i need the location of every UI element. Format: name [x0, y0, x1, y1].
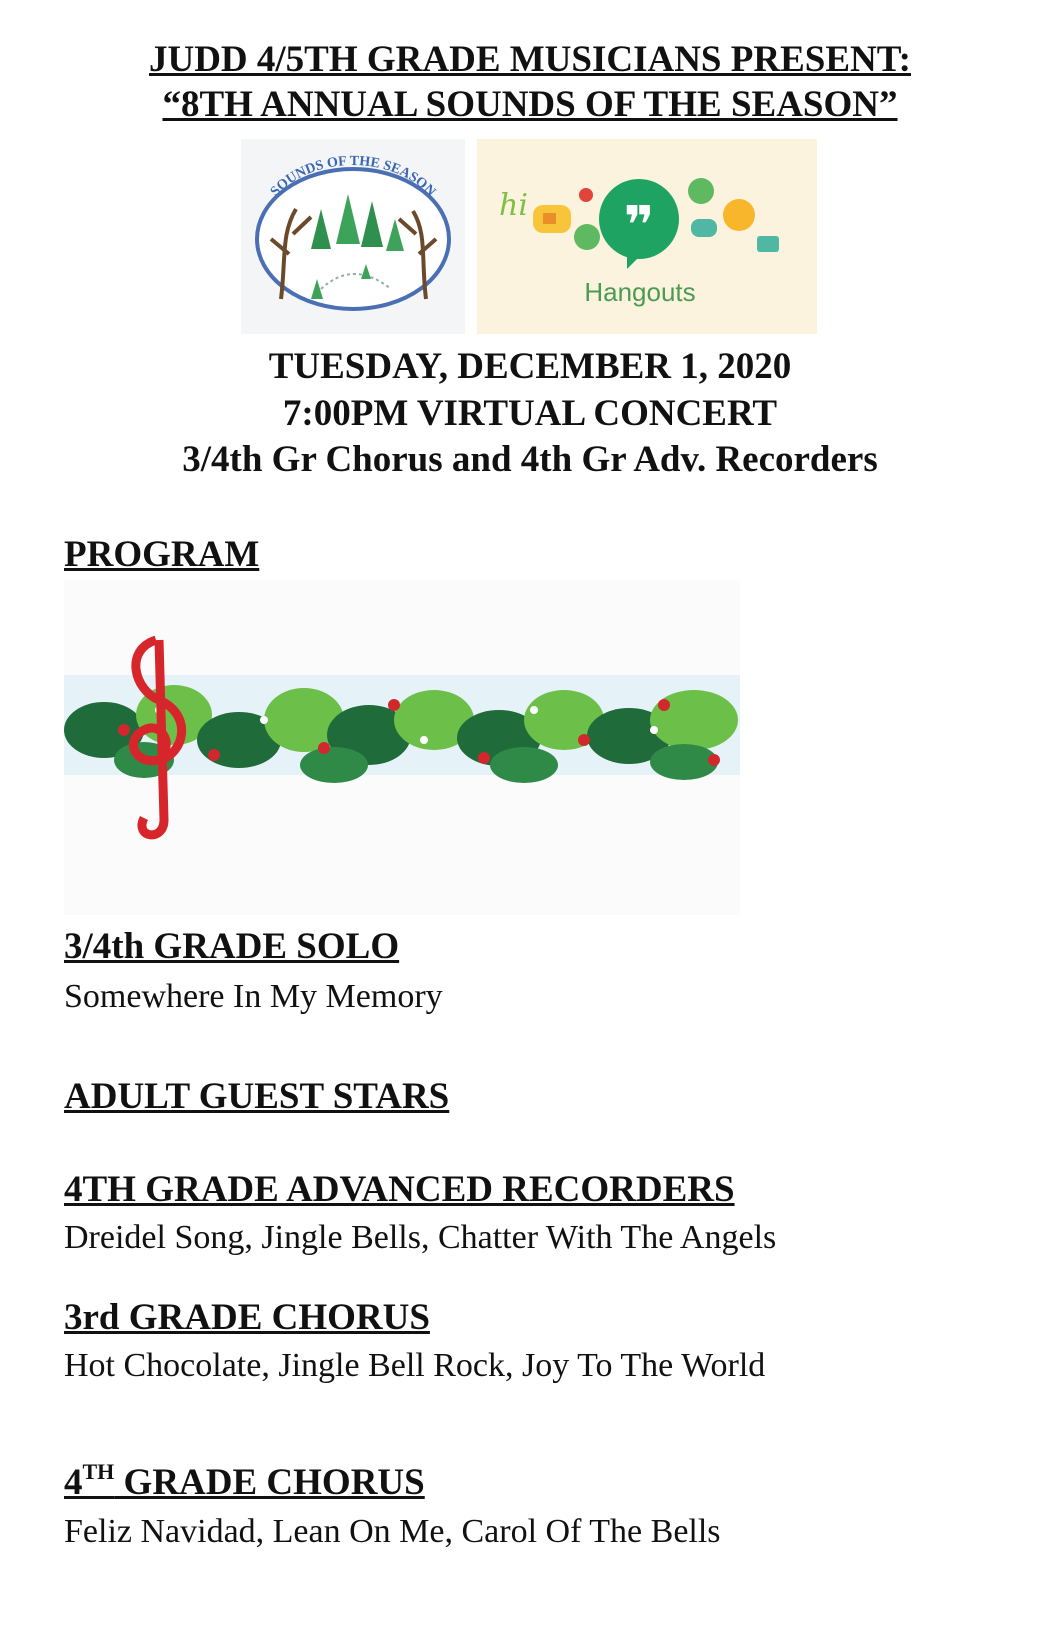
songs-solo: Somewhere In My Memory: [64, 978, 443, 1015]
event-time: 7:00PM VIRTUAL CONCERT: [282, 393, 778, 434]
section-title-solo: 3/4th GRADE SOLO: [64, 926, 400, 967]
section-title-recorders: 4TH GRADE ADVANCED RECORDERS: [64, 1169, 735, 1210]
phone-bubble-icon: [688, 178, 714, 204]
section-title-superscript: TH: [82, 1459, 115, 1484]
holly-garland-image: [64, 580, 740, 915]
hangouts-logo: [477, 139, 817, 334]
songs-4th-chorus: Feliz Navidad, Lean On Me, Carol Of The Bells: [64, 1513, 721, 1550]
section-title-guest-stars: ADULT GUEST STARS: [64, 1076, 450, 1117]
smiley-bubble-icon: [574, 224, 600, 250]
emoji-bubble-icon: [723, 199, 755, 231]
program-heading: PROGRAM: [64, 534, 260, 575]
section-title-rest: GRADE CHORUS: [114, 1462, 425, 1503]
chat-bubble-icon: [691, 219, 717, 237]
camera-icon: [757, 236, 779, 252]
event-groups: 3/4th Gr Chorus and 4th Gr Adv. Recorders: [182, 439, 878, 480]
event-date: TUESDAY, DECEMBER 1, 2020: [268, 346, 792, 387]
location-pin-icon: [579, 188, 593, 202]
svg-text:❞: ❞: [623, 196, 655, 256]
songs-recorders: Dreidel Song, Jingle Bells, Chatter With The Angels: [64, 1219, 777, 1256]
title-line-2: “8TH ANNUAL SOUNDS OF THE SEASON”: [162, 84, 898, 125]
title-line-1: JUDD 4/5TH GRADE MUSICIANS PRESENT:: [148, 39, 911, 80]
section-title-3rd-chorus: 3rd GRADE CHORUS: [64, 1297, 430, 1338]
hangouts-label: Hangouts: [584, 277, 696, 307]
section-title-4th-chorus: [64, 1461, 425, 1505]
songs-3rd-chorus: Hot Chocolate, Jingle Bell Rock, Joy To The World: [64, 1347, 766, 1384]
hangouts-greeting: hi: [499, 188, 528, 223]
logo-arc-text: SOUNDS OF THE SEASON: [267, 153, 439, 200]
section-title-number: 4: [64, 1462, 83, 1503]
sounds-of-the-season-logo: [241, 139, 465, 334]
